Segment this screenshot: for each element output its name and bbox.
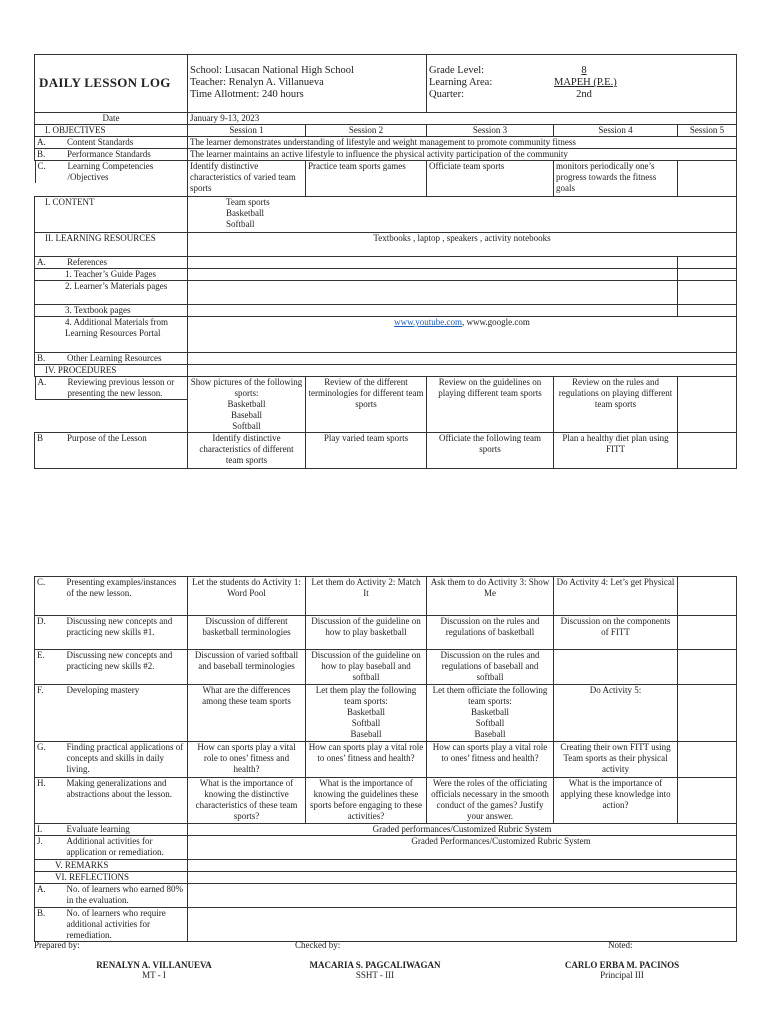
proc-c-letter: C. bbox=[35, 577, 65, 616]
evaluate-label: Evaluate learning bbox=[65, 824, 188, 836]
proc-c-session-4: Do Activity 4: Let’s get Physical bbox=[554, 577, 678, 616]
proc-e-session-1: Discussion of varied softball and baseball terminologies bbox=[188, 650, 306, 685]
proc-h-session-3: Were the roles of the officiating officials necessary in the smooth conduct of the games? Justify your answer. bbox=[427, 778, 554, 824]
content-item: Team sports bbox=[226, 197, 270, 207]
page-title: DAILY LESSON LOG bbox=[39, 74, 171, 90]
competency-2: Practice team sports games bbox=[306, 161, 427, 197]
procedures-heading: IV. PROCEDURES bbox=[35, 365, 188, 377]
lesson-table-bottom bbox=[34, 576, 737, 942]
proc-e-letter: E. bbox=[35, 650, 65, 685]
ref-textbook-pages: 3. Textbook pages bbox=[35, 305, 188, 317]
checked-by-block bbox=[285, 960, 465, 980]
noted-by-title: Principal III bbox=[600, 970, 644, 980]
proc-f-session-3: Let them officiate the following team sports: Basketball Softball Baseball bbox=[427, 685, 554, 742]
proc-c-session-1: Let the students do Activity 1: Word Pool bbox=[188, 577, 306, 616]
proc-g-session-2: How can sports play a vital role to ones’ fitness and health? bbox=[306, 742, 427, 778]
proc-d-session-4: Discussion on the components of FITT bbox=[554, 616, 678, 650]
remarks-heading: V. REMARKS bbox=[35, 860, 188, 872]
prepared-by-label: Prepared by: bbox=[34, 940, 80, 950]
content-item: Softball bbox=[226, 219, 255, 229]
proc-b-session-4: Plan a healthy diet plan using FITT bbox=[554, 433, 678, 469]
performance-standards-label: B. Performance Standards bbox=[35, 149, 188, 161]
ref-teachers-guide: 1. Teacher’s Guide Pages bbox=[35, 269, 188, 281]
proc-e-session-3: Discussion on the rules and regulations of baseball and softball bbox=[427, 650, 554, 685]
proc-g-session-1: How can sports play a vital role to ones’ fitness and health? bbox=[188, 742, 306, 778]
reflection-b-letter: B. bbox=[35, 908, 65, 942]
proc-h-session-4: What is the importance of applying these knowledge into action? bbox=[554, 778, 678, 824]
content-standards-label: A. Content Standards bbox=[35, 137, 188, 149]
proc-g-label: Finding practical applications of concepts and skills in daily living. bbox=[65, 742, 188, 778]
proc-f-session-1: What are the differences among these team sports bbox=[188, 685, 306, 742]
quarter-label: Quarter: bbox=[429, 89, 464, 100]
proc-b-label: B Purpose of the Lesson bbox=[35, 433, 188, 469]
proc-f-letter: F. bbox=[35, 685, 65, 742]
references-label: A. References bbox=[35, 257, 188, 269]
proc-g-letter: G. bbox=[35, 742, 65, 778]
ref-additional-materials: 4. Additional Materials from Learning Resources Portal bbox=[35, 317, 188, 353]
quarter-value: 2nd bbox=[576, 89, 592, 100]
proc-e-session-2: Discussion of the guideline on how to play baseball and softball bbox=[306, 650, 427, 685]
prepared-by-block bbox=[64, 960, 244, 980]
session-3-header: Session 3 bbox=[427, 125, 554, 137]
session-2-header: Session 2 bbox=[306, 125, 427, 137]
competency-4: monitors periodically one’s progress towards the fitness goals bbox=[554, 161, 678, 197]
reflections-heading: VI. REFLECTIONS bbox=[35, 872, 188, 884]
additional-text: Graded Performances/Customized Rubric System bbox=[188, 836, 737, 860]
reflection-a-label: No. of learners who earned 80% in the evaluation. bbox=[65, 884, 188, 908]
proc-a-session-3: Review on the guidelines on playing different team sports bbox=[427, 377, 554, 433]
ref-learners-materials: 2. Learner’s Materials pages bbox=[35, 281, 188, 305]
proc-f-session-4: Do Activity 5: bbox=[554, 685, 678, 742]
additional-letter: J. bbox=[35, 836, 65, 860]
area-label: Learning Area: bbox=[429, 77, 493, 88]
date-label: Date bbox=[35, 113, 188, 125]
reflection-a-letter: A. bbox=[35, 884, 65, 908]
learning-resources-heading: II. LEARNING RESOURCES bbox=[35, 233, 188, 257]
performance-standards-text: The learner maintains an active lifestyle to influence the physical activity participation of the community bbox=[188, 149, 737, 161]
evaluate-text: Graded performances/Customized Rubric System bbox=[188, 824, 737, 836]
noted-label: Noted: bbox=[608, 940, 633, 950]
content-items bbox=[188, 197, 737, 233]
proc-b-session-1: Identify distinctive characteristics of different team sports bbox=[188, 433, 306, 469]
proc-g-session-4: Creating their own FITT using Team sports as their physical activity bbox=[554, 742, 678, 778]
youtube-link[interactable]: www.youtube.com bbox=[394, 317, 463, 327]
google-link-text: , www.google.com bbox=[462, 317, 530, 327]
competency-1: Identify distinctive characteristics of varied team sports bbox=[188, 161, 306, 197]
grade-value: 8 bbox=[581, 65, 587, 76]
date-value: January 9-13, 2023 bbox=[188, 113, 737, 125]
checked-by-label: Checked by: bbox=[295, 940, 341, 950]
time-allotment: Time Allotment: 240 hours bbox=[190, 89, 304, 100]
proc-b-session-3: Officiate the following team sports bbox=[427, 433, 554, 469]
teacher-name: Teacher: Renalyn A. Villanueva bbox=[190, 77, 324, 88]
competencies-label: C. Learning Competencies /Objectives bbox=[35, 161, 188, 183]
proc-d-letter: D. bbox=[35, 616, 65, 650]
proc-d-session-3: Discussion on the rules and regulations of basketball bbox=[427, 616, 554, 650]
proc-b-session-2: Play varied team sports bbox=[306, 433, 427, 469]
area-value: MAPEH (P.E.) bbox=[554, 77, 617, 88]
session-5-header: Session 5 bbox=[678, 125, 737, 137]
additional-label: Additional activities for application or remediation. bbox=[65, 836, 188, 860]
grade-label: Grade Level: bbox=[429, 65, 485, 76]
lesson-table-top bbox=[34, 112, 737, 469]
proc-d-session-1: Discussion of different basketball terminologies bbox=[188, 616, 306, 650]
content-item: Basketball bbox=[226, 208, 264, 218]
school-name: School: Lusacan National High School bbox=[190, 65, 354, 76]
header-table bbox=[34, 54, 737, 113]
proc-a-session-2: Review of the different terminologies for different team sports bbox=[306, 377, 427, 433]
noted-by-block bbox=[532, 960, 712, 980]
additional-materials-links bbox=[188, 317, 737, 353]
session-1-header: Session 1 bbox=[188, 125, 306, 137]
proc-a-session-1: Show pictures of the following sports: Basketball Baseball Softball bbox=[188, 377, 306, 433]
checked-by-name: MACARIA S. PAGCALIWAGAN bbox=[309, 960, 441, 970]
proc-d-label: Discussing new concepts and practicing new skills #1. bbox=[65, 616, 188, 650]
proc-g-session-3: How can sports play a vital role to ones’ fitness and health? bbox=[427, 742, 554, 778]
proc-c-session-2: Let them do Activity 2: Match It bbox=[306, 577, 427, 616]
competency-3: Officiate team sports bbox=[427, 161, 554, 197]
proc-h-letter: H. bbox=[35, 778, 65, 824]
proc-f-label: Developing mastery bbox=[65, 685, 188, 742]
objectives-heading: I. OBJECTIVES bbox=[35, 125, 188, 137]
other-resources-label: B. Other Learning Resources bbox=[35, 353, 188, 365]
learning-resources-text: Textbooks , laptop , speakers , activity notebooks bbox=[188, 233, 737, 257]
proc-a-session-4: Review on the rules and regulations on playing different team sports bbox=[554, 377, 678, 433]
prepared-by-name: RENALYN A. VILLANUEVA bbox=[96, 960, 212, 970]
reflection-b-label: No. of learners who require additional activities for remediation. bbox=[65, 908, 188, 942]
proc-d-session-2: Discussion of the guideline on how to play basketball bbox=[306, 616, 427, 650]
checked-by-title: SSHT - III bbox=[355, 970, 395, 980]
proc-e-session-4 bbox=[554, 650, 678, 685]
proc-c-session-3: Ask them to do Activity 3: Show Me bbox=[427, 577, 554, 616]
proc-h-label: Making generalizations and abstractions about the lesson. bbox=[65, 778, 188, 824]
proc-f-session-2: Let them play the following team sports: Basketball Softball Baseball bbox=[306, 685, 427, 742]
prepared-by-title: MT - I bbox=[142, 970, 166, 980]
noted-by-name: CARLO ERBA M. PACINOS bbox=[564, 960, 680, 970]
session-4-header: Session 4 bbox=[554, 125, 678, 137]
content-heading: I. CONTENT bbox=[35, 197, 188, 233]
proc-e-label: Discussing new concepts and practicing new skills #2. bbox=[65, 650, 188, 685]
content-standards-text: The learner demonstrates understanding of lifestyle and weight management to promote community fitness bbox=[188, 137, 737, 149]
proc-h-session-1: What is the importance of knowing the distinctive characteristics of these team sports? bbox=[188, 778, 306, 824]
proc-c-label: Presenting examples/instances of the new lesson. bbox=[65, 577, 188, 616]
proc-a-label: A. Reviewing previous lesson or presenting the new lesson. bbox=[35, 377, 188, 400]
evaluate-letter: I. bbox=[35, 824, 65, 836]
proc-h-session-2: What is the importance of knowing the guidelines these sports before engaging to these activities? bbox=[306, 778, 427, 824]
